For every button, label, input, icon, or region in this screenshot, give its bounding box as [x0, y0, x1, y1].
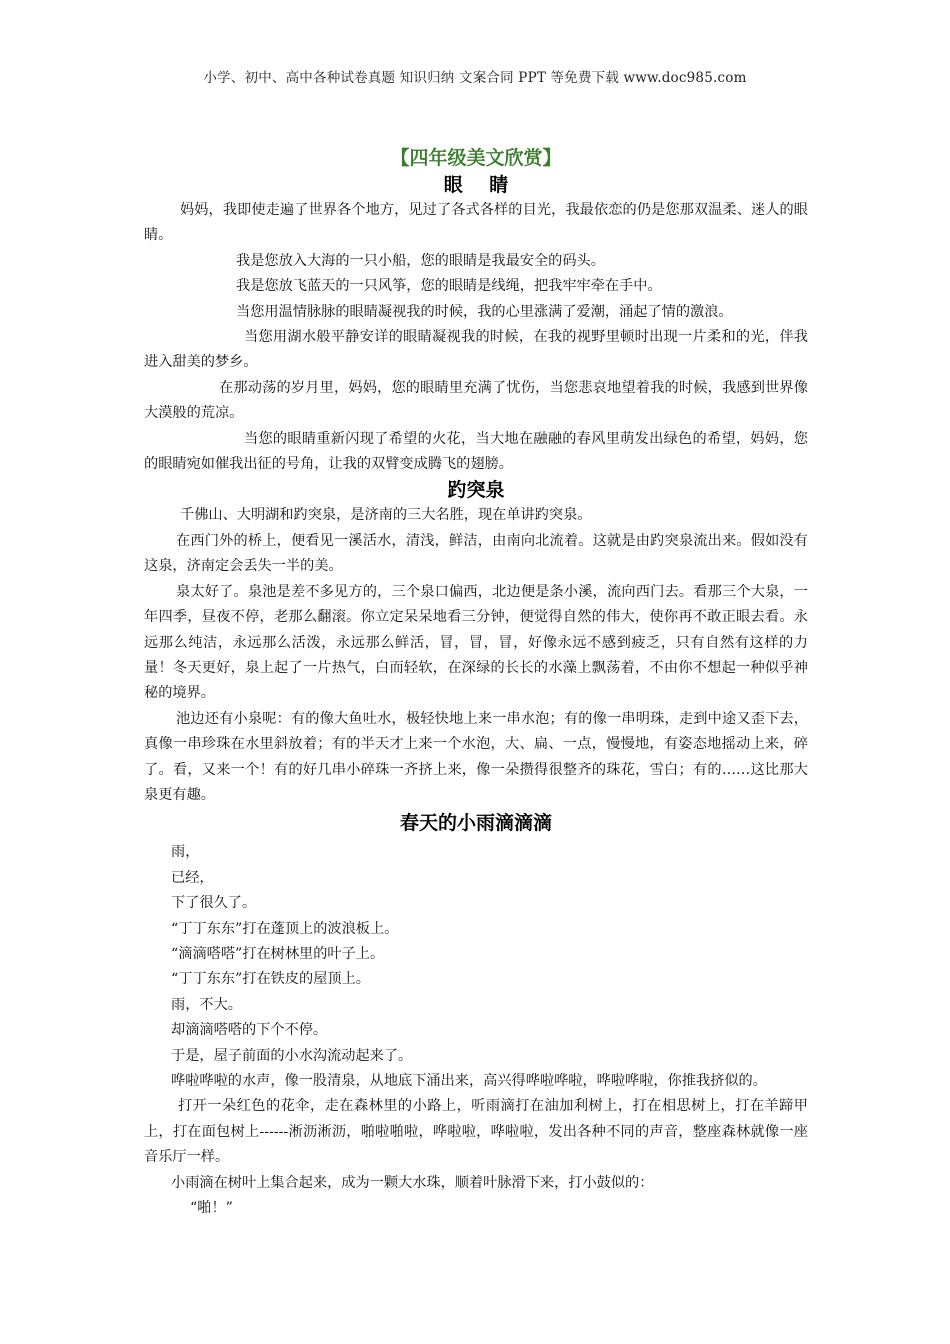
section-title-eyes: 眼 睛 [443, 174, 519, 196]
page-header: 小学、初中、高中各种试卷真题 知识归纳 文案合同 PPT 等免费下载 www.doc985.com [203, 70, 747, 86]
section-rain [144, 810, 808, 1221]
paragraph: 妈妈，我即使走遍了世界各个地方，见过了各式各样的目光，我最依恋的仍是您那双温柔、迷人的眼睛。 [144, 202, 808, 244]
paragraph: 在西门外的桥上，便看见一溪活水，清浅，鲜洁，由南向北流着。这就是由趵突泉流出来。假如没有这泉，济南定会丢失一半的美。 [144, 532, 808, 575]
paragraph: 雨， [171, 844, 200, 861]
paragraph: 池边还有小泉呢：有的像大鱼吐水，极轻快地上来一串水泡；有的像一串明珠，走到中途又歪下去，真像一串珍珠在水里斜放着；有的半天才上来一个水泡，大、扁、一点，慢慢地，有姿态地摇动上来，碎了。看，又来一个！有的好几串小碎珠一齐挤上来，像一朵攒得很整齐的珠花，雪白；有的……这比那大泉更有趣。 [144, 710, 808, 803]
section-eyes [144, 172, 808, 477]
paragraph: “啪！” [190, 1200, 233, 1217]
paragraph: 下了很久了。 [171, 895, 257, 912]
paragraph: 当您用湖水般平静安详的眼睛凝视我的时候，在我的视野里顿时出现一片柔和的光，伴我进入甜美的梦乡。 [144, 329, 808, 371]
paragraph: “滴滴嗒嗒”打在树林里的叶子上。 [171, 945, 385, 962]
paragraph: “丁丁东东”打在铁皮的屋顶上。 [171, 971, 370, 988]
paragraph: 小雨滴在树叶上集合起来，成为一颗大水珠，顺着叶脉滑下来，打小鼓似的： [171, 1174, 654, 1191]
paragraph: 当您的眼睛重新闪现了希望的火花，当大地在融融的春风里萌发出绿色的希望，妈妈，您的眼睛宛如催我出征的号角，让我的双臂变成腾飞的翅膀。 [144, 430, 808, 473]
paragraph: 泉太好了。泉池是差不多见方的，三个泉口偏西，北边便是条小溪，流向西门去。看那三个大泉，一年四季，昼夜不停，老那么翻滚。你立定呆呆地看三分钟，便觉得自然的伟大，使你再不敢正眼去看。永远那么纯洁，永远那么活泼，永远那么鲜活，冒，冒，冒，好像永远不感到疲乏，只有自然有这样的力量！冬天更好，泉上起了一片热气，白而轻软，在深绿的长长的水藻上飘荡着，不由你不想起一种似乎神秘的境界。 [144, 583, 808, 702]
section-spring [144, 477, 808, 808]
paragraph: 当您用温情脉脉的眼睛凝视我的时候，我的心里涨满了爱潮，涌起了情的激浪。 [236, 303, 733, 320]
paragraph: 却滴滴嗒嗒的下个不停。 [171, 1022, 328, 1039]
document-banner: 【四年级美文欣赏】 [390, 147, 562, 169]
document-body [144, 144, 808, 1221]
paragraph: 已经， [171, 869, 214, 886]
paragraph: 于是，屋子前面的小水沟流动起来了。 [171, 1047, 413, 1064]
section-title-rain: 春天的小雨滴滴滴 [399, 812, 552, 835]
paragraph: 我是您放入大海的一只小船，您的眼睛是我最安全的码头。 [236, 252, 605, 269]
section-title-spring: 趵突泉 [447, 479, 505, 502]
paragraph: 在那动荡的岁月里，妈妈，您的眼睛里充满了忧伤，当您悲哀地望着我的时候，我感到世界像大漠般的荒凉。 [144, 379, 808, 422]
paragraph: 哗啦哗啦的水声，像一股清泉，从地底下涌出来，高兴得哗啦哗啦，哗啦哗啦，你推我挤似的。 [171, 1073, 767, 1089]
paragraph: 打开一朵红色的花伞，走在森林里的小路上，听雨滴打在油加利树上，打在相思树上，打在羊蹄甲上，打在面包树上------淅沥淅沥，啪啦啪啦，哗啦啦，哗啦啦，发出各种不同的声音，整座森林就像一座音乐厅一样。 [144, 1098, 808, 1166]
paragraph: 我是您放飞蓝天的一只风筝，您的眼睛是线绳，把我牢牢牵在手中。 [236, 278, 662, 295]
paragraph: “丁丁东东”打在蓬顶上的波浪板上。 [171, 920, 399, 937]
paragraph: 千佛山、大明湖和趵突泉，是济南的三大名胜，现在单讲趵突泉。 [180, 507, 592, 524]
paragraph: 雨，不大。 [171, 996, 242, 1013]
